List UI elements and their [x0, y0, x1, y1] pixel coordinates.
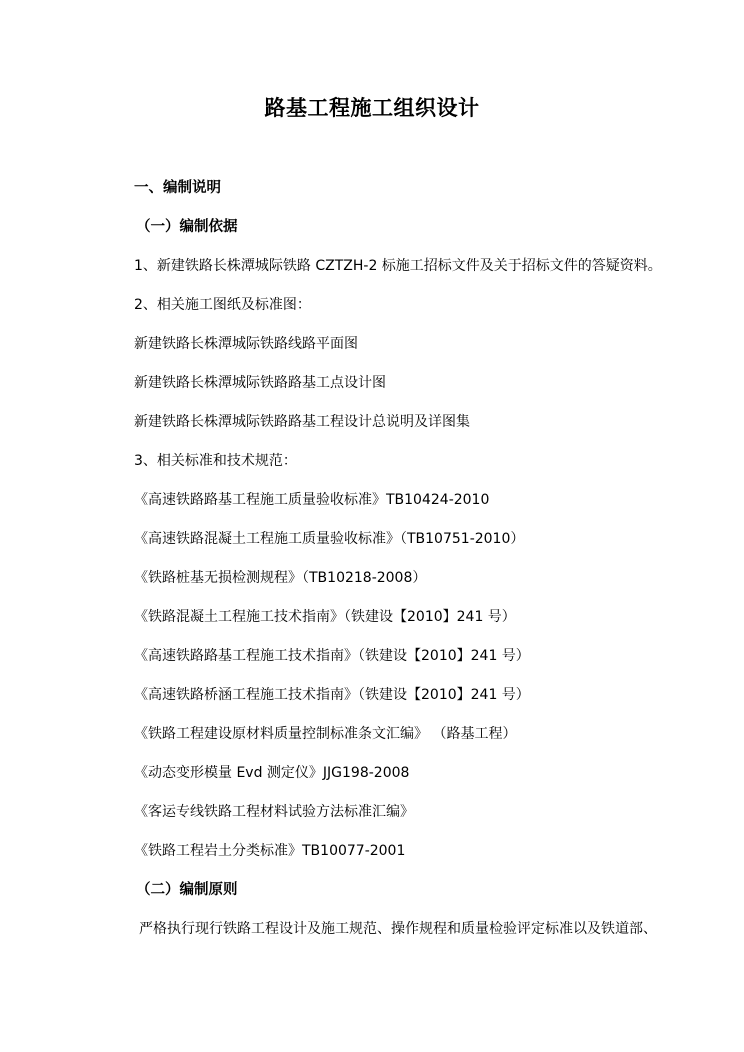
standard-item: 《铁路桩基无损检测规程》（TB10218-2008） [134, 570, 427, 586]
drawing-item-line-plan: 新建铁路长株潭城际铁路线路平面图 [134, 336, 358, 352]
standard-item: 《铁路工程建设原材料质量控制标准条文汇编》 （路基工程） [134, 726, 517, 742]
page-title: 路基工程施工组织设计 [264, 96, 480, 120]
standard-item: 《高速铁路混凝土工程施工质量验收标准》（TB10751-2010） [134, 531, 525, 547]
standard-item: 《铁路混凝土工程施工技术指南》（铁建设【2010】241 号） [134, 609, 516, 625]
drawing-item-subgrade-site-design: 新建铁路长株潭城际铁路路基工点设计图 [134, 375, 386, 391]
standard-item: 《高速铁路桥涵工程施工技术指南》（铁建设【2010】241 号） [134, 687, 530, 703]
standard-item: 《高速铁路路基工程施工质量验收标准》TB10424-2010 [134, 492, 490, 508]
standard-item: 《高速铁路路基工程施工技术指南》（铁建设【2010】241 号） [134, 648, 530, 664]
basis-item-drawings-heading: 2、相关施工图纸及标准图： [134, 297, 311, 313]
basis-item-tender-docs: 1、新建铁路长株潭城际铁路 CZTZH-2 标施工招标文件及关于招标文件的答疑资料。 [134, 258, 662, 274]
standard-item: 《客运专线铁路工程材料试验方法标准汇编》 [134, 804, 414, 820]
standard-item: 《动态变形模量 Evd 测定仪》JJG198-2008 [134, 765, 410, 781]
subsection-heading-basis: （一）编制依据 [136, 219, 238, 235]
drawing-item-subgrade-general-notes: 新建铁路长株潭城际铁路路基工程设计总说明及详图集 [134, 414, 470, 430]
basis-item-standards-heading: 3、相关标准和技术规范： [134, 453, 297, 469]
section-heading-compilation-notes: 一、编制说明 [134, 180, 221, 196]
subsection-heading-principles: （二）编制原则 [136, 882, 238, 898]
principle-paragraph: 严格执行现行铁路工程设计及施工规范、操作规程和质量检验评定标准以及铁道部、 [139, 921, 657, 937]
standard-item: 《铁路工程岩土分类标准》TB10077-2001 [134, 843, 406, 859]
